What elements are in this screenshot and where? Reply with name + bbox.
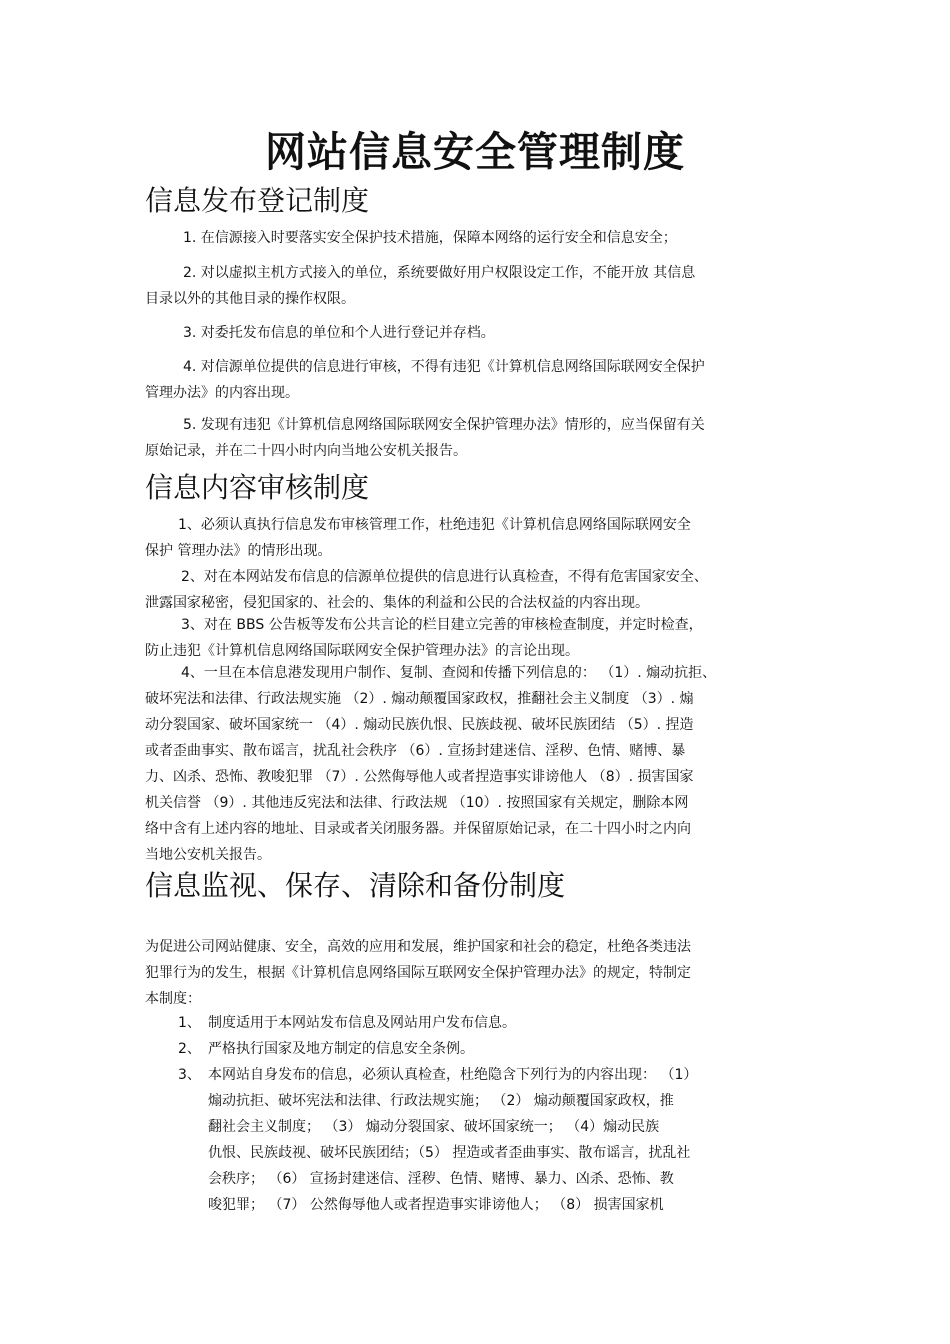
- rules-list: [178, 1010, 818, 1218]
- paragraph-line: 犯罪行为的发生，根据《计算机信息网络国际互联网安全保护管理办法》的规定，特制定: [145, 965, 691, 981]
- paragraph-line: 3、对在 BBS 公告板等发布公共言论的栏目建立完善的审核检查制度，并定时检查，: [181, 617, 703, 633]
- list-item-text: [208, 1010, 818, 1036]
- paragraph: [145, 412, 810, 464]
- paragraph-line: 会秩序； （6） 宣扬封建迷信、淫秽、色情、赌博、暴力、凶杀、恐怖、教: [208, 1171, 674, 1187]
- list-item: [178, 1010, 818, 1036]
- paragraph: [145, 225, 810, 251]
- paragraph-line: 保护 管理办法》的情形出现。: [145, 543, 332, 559]
- paragraph-line: 动分裂国家、破坏国家统一 （4）. 煽动民族仇恨、民族歧视、破坏民族团结 （5）. 捏造: [145, 717, 694, 733]
- paragraph-line: 防止违犯《计算机信息网络国际联网安全保护管理办法》的言论出现。: [145, 643, 579, 659]
- paragraph: [145, 660, 810, 868]
- paragraph-line: 2、对在本网站发布信息的信源单位提供的信息进行认真检查，不得有危害国家安全、: [181, 569, 708, 585]
- list-item: [178, 1036, 818, 1062]
- paragraph: [145, 354, 810, 406]
- paragraph-line: 破坏宪法和法律、行政法规实施 （2）. 煽动颠覆国家政权，推翻社会主义制度 （3）. 煽: [145, 691, 694, 707]
- paragraph-line: 1、必须认真执行信息发布审核管理工作，杜绝违犯《计算机信息网络国际联网安全: [178, 517, 691, 533]
- paragraph: [145, 612, 810, 664]
- paragraph-line: 本制度：: [145, 991, 201, 1007]
- section-heading-publish-registration: 信息发布登记制度: [145, 184, 370, 217]
- list-number: 1、: [178, 1015, 201, 1031]
- paragraph-line: 4. 对信源单位提供的信息进行审核，不得有违犯《计算机信息网络国际联网安全保护: [183, 359, 705, 375]
- paragraph: [145, 320, 810, 346]
- paragraph-line: 制度适用于本网站发布信息及网站用户发布信息。: [208, 1015, 516, 1031]
- section-heading-monitor-backup: 信息监视、保存、清除和备份制度: [145, 869, 566, 902]
- paragraph-line: 仇恨、民族歧视、破坏民族团结；（5） 捏造或者歪曲事实、散布谣言，扰乱社: [208, 1145, 691, 1161]
- paragraph-line: 目录以外的其他目录的操作权限。: [145, 291, 355, 307]
- list-number: 2、: [178, 1041, 201, 1057]
- paragraph-line: 3. 对委托发布信息的单位和个人进行登记并存档。: [183, 325, 495, 341]
- paragraph-line: 泄露国家秘密，侵犯国家的、社会的、集体的利益和公民的合法权益的内容出现。: [145, 595, 649, 611]
- paragraph-line: 或者歪曲事实、散布谣言，扰乱社会秩序 （6）. 宣扬封建迷信、淫秽、色情、赌博、暴: [145, 743, 686, 759]
- paragraph-line: 2. 对以虚拟主机方式接入的单位，系统要做好用户权限设定工作，不能开放 其信息: [183, 265, 696, 281]
- list-item-text: [208, 1062, 818, 1218]
- list-item: [178, 1062, 818, 1218]
- document-title: 网站信息安全管理制度: [265, 128, 685, 176]
- paragraph-line: 为促进公司网站健康、安全，高效的应用和发展，维护国家和社会的稳定，杜绝各类违法: [145, 939, 691, 955]
- paragraph-line: 机关信誉 （9）. 其他违反宪法和法律、行政法规 （10）. 按照国家有关规定，删除本网: [145, 795, 689, 811]
- paragraph: [145, 512, 810, 564]
- paragraph: [145, 260, 810, 312]
- paragraph-line: 原始记录，并在二十四小时内向当地公安机关报告。: [145, 443, 467, 459]
- paragraph-line: 翻社会主义制度； （3） 煽动分裂国家、破坏国家统一； （4）煽动民族: [208, 1119, 660, 1135]
- paragraph-line: 当地公安机关报告。: [145, 847, 271, 863]
- paragraph-line: 本网站自身发布的信息，必须认真检查，杜绝隐含下列行为的内容出现： （1）: [208, 1067, 698, 1083]
- paragraph-line: 管理办法》的内容出现。: [145, 385, 299, 401]
- paragraph-line: 1. 在信源接入时要落实安全保护技术措施，保障本网络的运行安全和信息安全；: [183, 230, 677, 246]
- list-number: 3、: [178, 1067, 201, 1083]
- list-item-text: [208, 1036, 818, 1062]
- paragraph-line: 力、凶杀、恐怖、教唆犯罪 （7）. 公然侮辱他人或者捏造事实诽谤他人 （8）. 损害国家: [145, 769, 694, 785]
- paragraph-line: 煽动抗拒、破坏宪法和法律、行政法规实施； （2） 煽动颠覆国家政权，推: [208, 1093, 674, 1109]
- paragraph-line: 络中含有上述内容的地址、目录或者关闭服务器。并保留原始记录，在二十四小时之内向: [145, 821, 691, 837]
- paragraph-line: 5. 发现有违犯《计算机信息网络国际联网安全保护管理办法》情形的，应当保留有关: [183, 417, 705, 433]
- paragraph-line: 唆犯罪； （7） 公然侮辱他人或者捏造事实诽谤他人； （8） 损害国家机: [208, 1197, 664, 1213]
- section-heading-content-review: 信息内容审核制度: [145, 471, 370, 504]
- intro-paragraph: [145, 934, 810, 1012]
- paragraph-line: 4、一旦在本信息港发现用户制作、复制、查阅和传播下列信息的： （1）. 煽动抗拒、: [181, 665, 717, 681]
- paragraph-line: 严格执行国家及地方制定的信息安全条例。: [208, 1041, 474, 1057]
- paragraph: [145, 564, 810, 616]
